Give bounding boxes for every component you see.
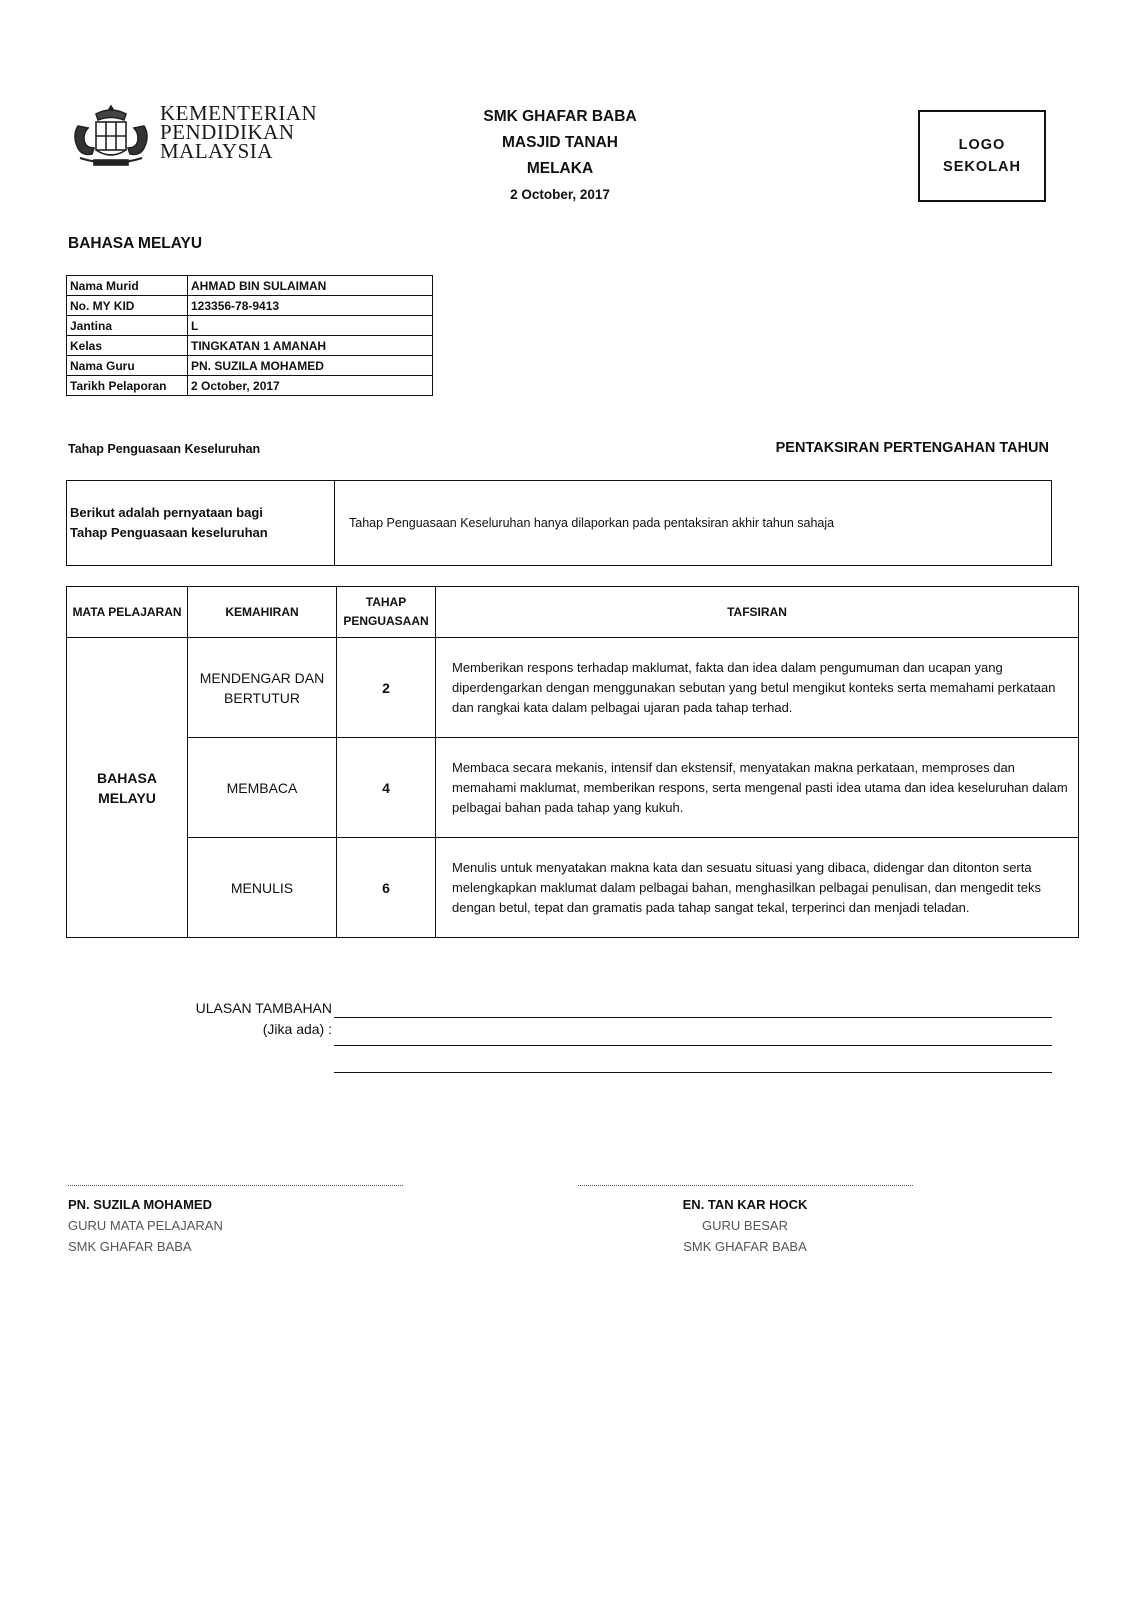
report-date: 2 October, 2017	[510, 187, 610, 202]
info-label: No. MY KID	[67, 296, 188, 316]
level-cell: 6	[337, 838, 436, 938]
assessment-title: PENTAKSIRAN PERTENGAHAN TAHUN	[775, 440, 1049, 456]
school-state: MELAKA	[526, 160, 594, 177]
remarks-label-line: (Jika ada) :	[262, 1021, 332, 1037]
subject-line: BAHASA	[97, 769, 157, 786]
skill-line: MENDENGAR DAN	[199, 669, 325, 686]
summary-label-line: Berikut adalah pernyataan bagi	[70, 505, 263, 520]
subject-title: BAHASA MELAYU	[68, 235, 203, 252]
info-value: AHMAD BIN SULAIMAN	[188, 276, 433, 296]
header-level-line: TAHAP	[365, 595, 407, 609]
skill-cell: MENULIS	[188, 838, 337, 938]
remarks-line[interactable]	[334, 1072, 1052, 1073]
subject-line: MELAYU	[98, 789, 156, 806]
teacher-title: GURU MATA PELAJARAN	[68, 1218, 223, 1233]
signature-line	[578, 1185, 913, 1186]
kementerian-crest-icon	[66, 100, 156, 174]
table-row	[67, 638, 1079, 738]
info-label: Nama Guru	[67, 356, 188, 376]
summary-statement: Tahap Penguasaan Keseluruhan hanya dilaporkan pada pentaksiran akhir tahun sahaja	[349, 516, 835, 530]
table-row	[67, 356, 433, 376]
logo-line: LOGO	[958, 137, 1006, 153]
teacher-signature-block	[68, 1194, 223, 1257]
header-subject: MATA PELAJARAN	[67, 587, 188, 638]
ministry-line: KEMENTERIAN	[160, 101, 318, 125]
subject-cell	[67, 638, 188, 938]
info-label: Tarikh Pelaporan	[67, 376, 188, 396]
summary-label	[67, 481, 335, 565]
skill-cell: MEMBACA	[188, 738, 337, 838]
principal-title: GURU BESAR	[702, 1218, 788, 1233]
remarks-line[interactable]	[334, 1017, 1052, 1018]
info-value: L	[188, 316, 433, 336]
summary-label-line: Tahap Penguasaan keseluruhan	[70, 525, 268, 540]
table-row	[67, 296, 433, 316]
logo-line: SEKOLAH	[943, 159, 1021, 175]
skill-line: BERTUTUR	[224, 689, 300, 706]
table-row	[67, 838, 1079, 938]
info-value: 2 October, 2017	[188, 376, 433, 396]
interpretation-cell: Menulis untuk menyatakan makna kata dan sesuatu situasi yang dibaca, didengar dan ditonton serta melengkapkan maklumat dalam pelbagai bahan, menghasilkan pelbagai penulisan, dan mengedit teks dengan betul, tepat dan gramatis pada tahap sangat tekal, terperinci dan menjadi teladan.	[436, 838, 1079, 938]
overall-section-label: Tahap Penguasaan Keseluruhan	[68, 442, 261, 456]
level-cell: 4	[337, 738, 436, 838]
signature-line	[68, 1185, 403, 1186]
school-header	[430, 104, 690, 208]
remarks-label	[160, 998, 332, 1040]
header-level	[337, 587, 436, 638]
header-level-line: PENGUASAAN	[343, 614, 429, 628]
info-value: 123356-78-9413	[188, 296, 433, 316]
ministry-line: MALAYSIA	[160, 139, 273, 163]
level-cell: 2	[337, 638, 436, 738]
principal-name: EN. TAN KAR HOCK	[682, 1197, 808, 1212]
table-row	[67, 316, 433, 336]
header-interpretation: TAFSIRAN	[436, 587, 1079, 638]
ministry-line: PENDIDIKAN	[160, 120, 295, 144]
info-value: TINGKATAN 1 AMANAH	[188, 336, 433, 356]
remarks-line[interactable]	[334, 1045, 1052, 1046]
info-label: Kelas	[67, 336, 188, 356]
header-skill: KEMAHIRAN	[188, 587, 337, 638]
interpretation-cell: Memberikan respons terhadap maklumat, fakta dan idea dalam pengumuman dan ucapan yang diperdengarkan dengan menggunakan sebutan yang betul mengikut konteks serta memahami perkataan dan rangkai kata dalam pelbagai ujaran pada tahap terhad.	[436, 638, 1079, 738]
table-row	[67, 276, 433, 296]
principal-school: SMK GHAFAR BABA	[683, 1239, 807, 1254]
table-row	[67, 336, 433, 356]
teacher-name: PN. SUZILA MOHAMED	[68, 1197, 212, 1212]
info-label: Jantina	[67, 316, 188, 336]
info-label: Nama Murid	[67, 276, 188, 296]
school-logo-placeholder	[918, 110, 1046, 202]
assessment-table	[66, 586, 1079, 938]
skill-cell	[188, 638, 337, 738]
interpretation-cell: Membaca secara mekanis, intensif dan ekstensif, menyatakan makna perkataan, memproses dan memahami maklumat, memberikan respons, serta mengenal pasti idea utama dan idea keseluruhan dalam pelbagai bahan pada tahap yang kukuh.	[436, 738, 1079, 838]
table-row	[67, 738, 1079, 838]
remarks-label-line: ULASAN TAMBAHAN	[195, 1000, 332, 1016]
ministry-name	[160, 101, 318, 163]
school-town: MASJID TANAH	[502, 134, 618, 151]
info-value: PN. SUZILA MOHAMED	[188, 356, 433, 376]
school-name: SMK GHAFAR BABA	[483, 108, 637, 125]
teacher-school: SMK GHAFAR BABA	[68, 1239, 192, 1254]
table-row	[67, 376, 433, 396]
overall-summary-box	[66, 480, 1052, 566]
student-info-table	[66, 275, 433, 396]
principal-signature-block	[660, 1194, 830, 1257]
table-header-row	[67, 587, 1079, 638]
